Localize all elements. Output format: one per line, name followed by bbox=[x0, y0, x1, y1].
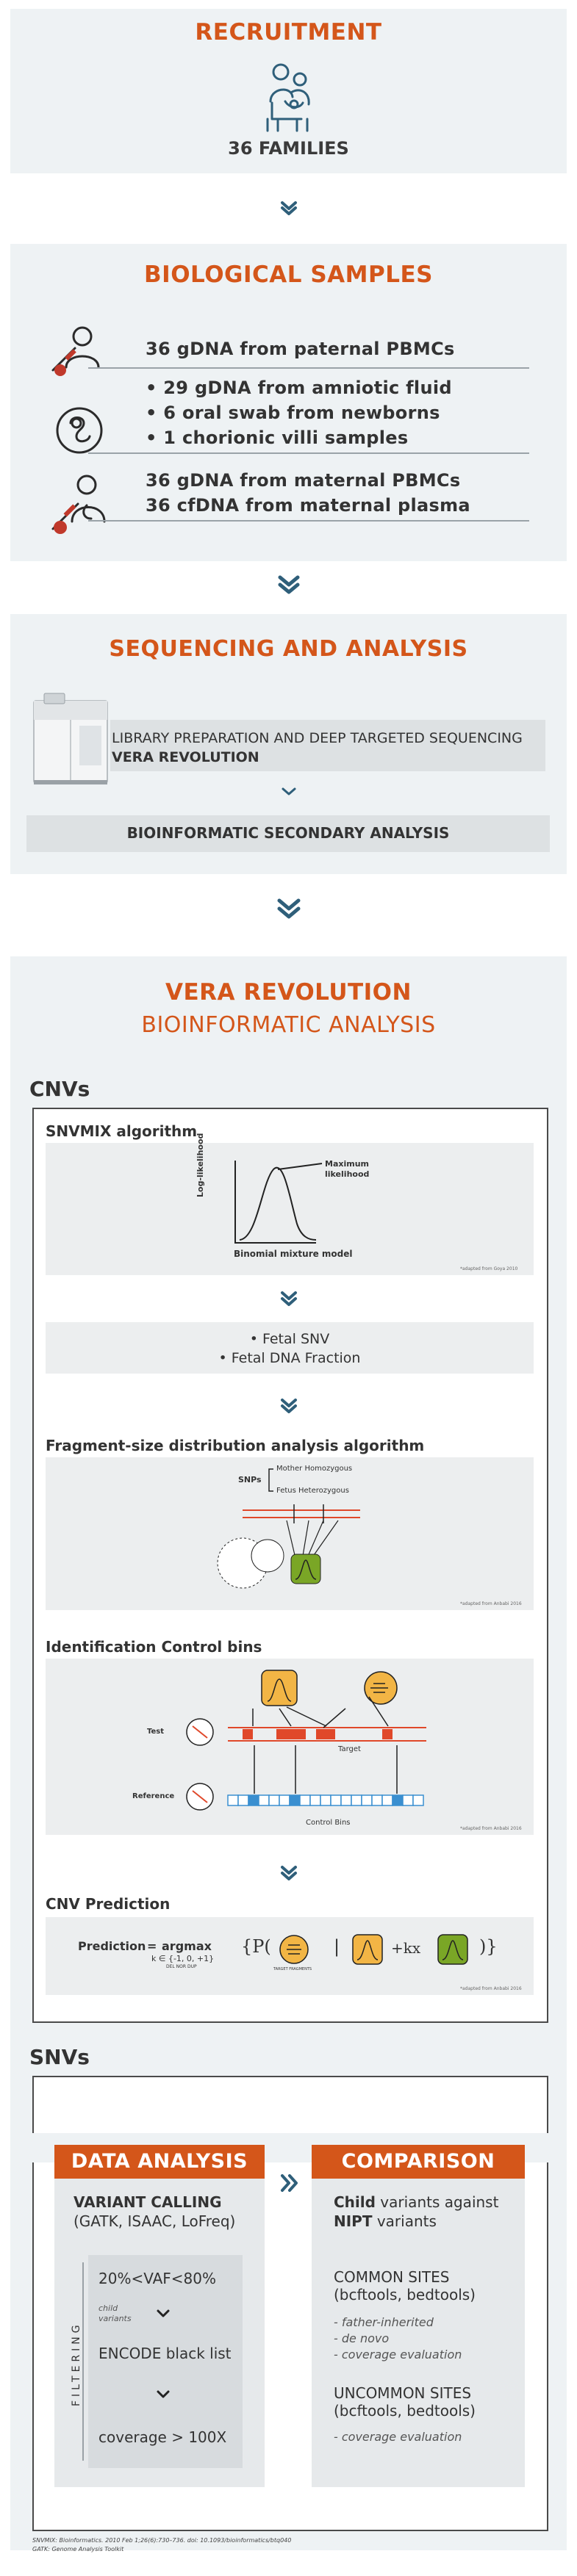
chevron-down-icon bbox=[0, 1397, 577, 1415]
divider bbox=[88, 520, 529, 522]
sequencing-title: SEQUENCING AND ANALYSIS bbox=[109, 636, 468, 662]
prediction-plus-kx: +kx bbox=[391, 1939, 421, 1957]
recruitment-title: RECRUITMENT bbox=[195, 19, 382, 46]
filtering-line bbox=[82, 2262, 84, 2461]
chevron-down-icon bbox=[0, 1864, 577, 1882]
target-fragments-label: TARGET FRAGMENTS bbox=[273, 1967, 312, 1971]
paternal-icon bbox=[46, 323, 109, 386]
control-bins-diagram bbox=[176, 1664, 441, 1829]
comparison-line2-rest: variants bbox=[372, 2212, 437, 2230]
paternal-sample: 36 gDNA from paternal PBMCs bbox=[146, 339, 455, 359]
filtering-label: FILTERING bbox=[71, 2321, 82, 2406]
comparison-line2-bold: NIPT bbox=[334, 2212, 373, 2230]
fetal-sample-1: • 29 gDNA from amniotic fluid bbox=[146, 378, 452, 398]
common-item-3: - coverage evaluation bbox=[334, 2348, 462, 2362]
vera-title: VERA REVOLUTION bbox=[165, 979, 412, 1006]
prediction-open: {P( bbox=[241, 1936, 271, 1957]
families-count: 36 FAMILIES bbox=[228, 138, 349, 159]
prediction-k-labels: DEL NOR DUP bbox=[166, 1964, 197, 1969]
target-distribution-icon bbox=[351, 1933, 384, 1966]
fragment-snps: SNPs bbox=[238, 1475, 262, 1484]
maternal-sample-1: 36 gDNA from maternal PBMCs bbox=[146, 470, 461, 491]
control-bins-credit: *adapted from Anbabi 2016 bbox=[460, 1826, 522, 1831]
vaf-filter: 20%<VAF<80% bbox=[98, 2270, 217, 2287]
fetal-dna-fraction: • Fetal DNA Fraction bbox=[218, 1350, 361, 1366]
cnv-prediction-heading: CNV Prediction bbox=[46, 1895, 171, 1913]
target-label: Target bbox=[338, 1745, 361, 1753]
fragment-mother: Mother Homozygous bbox=[276, 1465, 353, 1473]
uncommon-sites: UNCOMMON SITES bbox=[334, 2384, 472, 2402]
biological-samples-title: BIOLOGICAL SAMPLES bbox=[144, 261, 433, 288]
footer-line1: SNVMIX: Bioinformatics. 2010 Feb 1;26(6):730–736. doi: 10.1093/bioinformatics/btq040 bbox=[32, 2537, 292, 2544]
uncommon-sites-tools: (bcftools, bedtools) bbox=[334, 2402, 476, 2420]
fragment-credit: *adapted from Anbabi 2016 bbox=[460, 1601, 522, 1606]
fetal-sample-3: • 1 chorionic villi samples bbox=[146, 427, 409, 448]
family-icon bbox=[256, 60, 322, 134]
library-line2: VERA REVOLUTION bbox=[112, 749, 259, 765]
chevron-down-icon bbox=[154, 2389, 172, 2400]
comparison-line1-bold: Child bbox=[334, 2193, 376, 2211]
control-bins-label: Control Bins bbox=[306, 1819, 351, 1827]
data-analysis-title: DATA ANALYSIS bbox=[54, 2145, 265, 2179]
control-distribution-icon bbox=[437, 1933, 469, 1966]
footer-line2: GATK: Genome Analysis Toolkit bbox=[32, 2546, 124, 2552]
chevron-right-icon bbox=[278, 2171, 301, 2195]
chevron-down-icon bbox=[154, 2308, 172, 2320]
control-bins-heading: Identification Control bins bbox=[46, 1638, 262, 1656]
variant-calling: VARIANT CALLING bbox=[74, 2193, 222, 2211]
encode-filter: ENCODE black list bbox=[98, 2345, 232, 2362]
chevron-down-icon bbox=[0, 898, 577, 920]
uncommon-item-1: - coverage evaluation bbox=[334, 2430, 462, 2444]
chevron-down-icon bbox=[0, 1290, 577, 1307]
cnvs-heading: CNVs bbox=[29, 1077, 90, 1101]
comparison-line1 bbox=[334, 2193, 498, 2211]
snvmix-annotation-2: likelihood bbox=[325, 1169, 370, 1179]
bioinformatic-label: BIOINFORMATIC SECONDARY ANALYSIS bbox=[126, 824, 450, 842]
comparison-line2 bbox=[334, 2212, 437, 2230]
snvmix-credit: *adapted from Goya 2010 bbox=[460, 1266, 518, 1271]
maternal-sample-2: 36 cfDNA from maternal plasma bbox=[146, 495, 470, 516]
prediction-equals: = bbox=[147, 1939, 157, 1953]
fragment-heading: Fragment-size distribution analysis algorithm bbox=[46, 1437, 425, 1454]
chevron-down-icon bbox=[0, 784, 577, 799]
prediction-word: Prediction bbox=[78, 1939, 146, 1953]
child-variants-2: variants bbox=[98, 2314, 132, 2323]
comparison-title: COMPARISON bbox=[312, 2145, 525, 2179]
library-line1: LIBRARY PREPARATION AND DEEP TARGETED SEQUENCING bbox=[112, 730, 523, 746]
common-item-2: - de novo bbox=[334, 2331, 390, 2345]
fetus-icon bbox=[51, 403, 107, 458]
test-label: Test bbox=[147, 1728, 165, 1736]
prediction-k-range: k ∈ {-1, 0, +1} bbox=[151, 1954, 215, 1963]
target-fragments-icon bbox=[278, 1933, 310, 1966]
fetal-snv: • Fetal SNV bbox=[249, 1331, 330, 1347]
fetal-sample-2: • 6 oral swab from newborns bbox=[146, 403, 440, 423]
coverage-filter: coverage > 100X bbox=[98, 2428, 227, 2446]
maternal-icon bbox=[43, 470, 113, 541]
common-sites: COMMON SITES bbox=[334, 2268, 450, 2286]
prediction-bar: | bbox=[334, 1936, 340, 1957]
snvmix-y-axis: Log-likelihood bbox=[196, 1133, 205, 1197]
divider bbox=[88, 452, 529, 454]
divider bbox=[88, 367, 529, 369]
snvmix-x-axis: Binomial mixture model bbox=[234, 1249, 353, 1259]
chevron-down-icon bbox=[0, 200, 577, 216]
child-variants-1: child bbox=[98, 2303, 118, 2313]
sequencer-icon bbox=[28, 690, 113, 787]
fragment-fetus: Fetus Heterozygous bbox=[276, 1487, 349, 1495]
snvmix-annotation-1: Maximum bbox=[325, 1159, 369, 1169]
prediction-close: )} bbox=[479, 1936, 498, 1957]
common-sites-tools: (bcftools, bedtools) bbox=[334, 2286, 476, 2303]
comparison-line1-rest: variants against bbox=[375, 2193, 499, 2211]
snvs-heading: SNVs bbox=[29, 2045, 90, 2069]
snvmix-heading: SNVMIX algorithm bbox=[46, 1122, 198, 1140]
reference-label: Reference bbox=[132, 1792, 175, 1800]
common-item-1: - father-inherited bbox=[334, 2315, 434, 2329]
variant-calling-tools: (GATK, ISAAC, LoFreq) bbox=[74, 2212, 236, 2230]
cnv-prediction-credit: *adapted from Anbabi 2016 bbox=[460, 1986, 522, 1991]
prediction-argmax: argmax bbox=[162, 1939, 212, 1953]
vera-subtitle: BIOINFORMATIC ANALYSIS bbox=[141, 1012, 436, 1038]
chevron-down-icon bbox=[0, 574, 577, 595]
